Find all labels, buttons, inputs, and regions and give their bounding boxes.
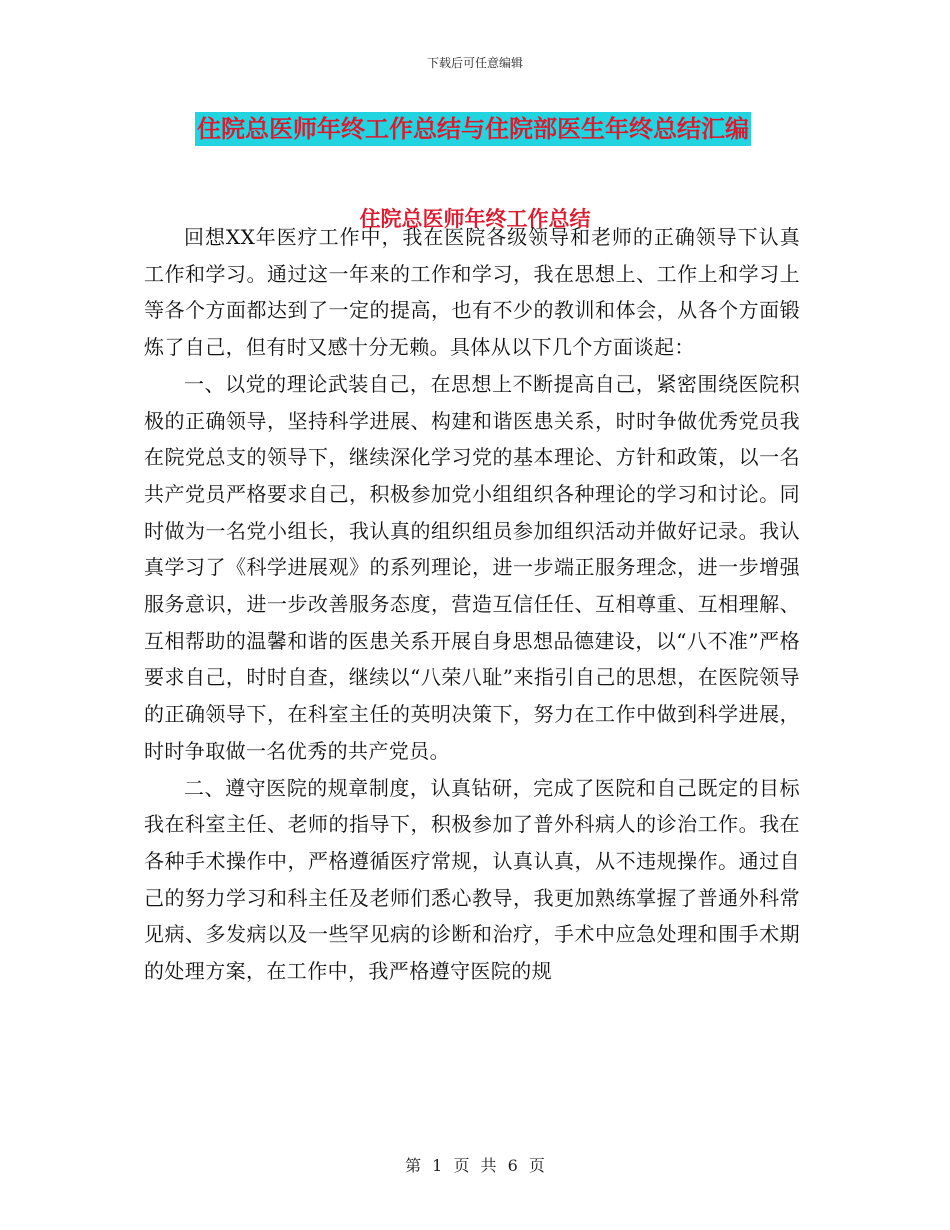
page-footer: 第 1 页 共 6 页: [405, 1156, 545, 1175]
header-note: 下载后可任意编辑: [426, 56, 523, 70]
section-title: 住院总医师年终工作总结: [359, 207, 591, 231]
document-title: 住院总医师年终工作总结与住院部医生年终总结汇编: [195, 112, 751, 146]
document-body: [144, 219, 800, 990]
paragraph-intro: 回想XX年医疗工作中，我在医院各级领导和老师的正确领导下认真工作和学习。通过这一年来的工作和学习，我在思想上、工作上和学习上等各个方面都达到了一定的提高，也有不少的教训和体会，从各个方面锻炼了自己，但有时又感十分无赖。具体从以下几个方面谈起：: [144, 225, 800, 360]
paragraph-two: 二、遵守医院的规章制度，认真钻研，完成了医院和自己既定的目标我在科室主任、老师的指导下，积极参加了普外科病人的诊治工作。我在各种手术操作中，严格遵循医疗常规，认真认真，从不违规操作。通过自己的努力学习和科主任及老师们悉心教导，我更加熟练掌握了普通外科常见病、多发病以及一些罕见病的诊断和治疗，手术中应急处理和围手术期的处理方案，在工作中，我严格遵守医院的规: [144, 775, 800, 984]
paragraph-one: 一、以党的理论武装自己，在思想上不断提高自己，紧密围绕医院积极的正确领导，坚持科学进展、构建和谐医患关系，时时争做优秀党员我在院党总支的领导下，继续深化学习党的基本理论、方针和政策，以一名共产党员严格要求自己，积极参加党小组组织各种理论的学习和讨论。同时做为一名党小组长，我认真的组织组员参加组织活动并做好记录。我认真学习了《科学进展观》的系列理论，进一步端正服务理念，进一步增强服务意识，进一步改善服务态度，营造互信任任、互相尊重、互相理解、互相帮助的温馨和谐的医患关系开展自身思想品德建设，以“八不准”严格要求自己，时时自查，继续以“八荣八耻”来指引自己的思想，在医院领导的正确领导下，在科室主任的英明决策下，努力在工作中做到科学进展，时时争取做一名优秀的共产党员。: [144, 371, 800, 763]
